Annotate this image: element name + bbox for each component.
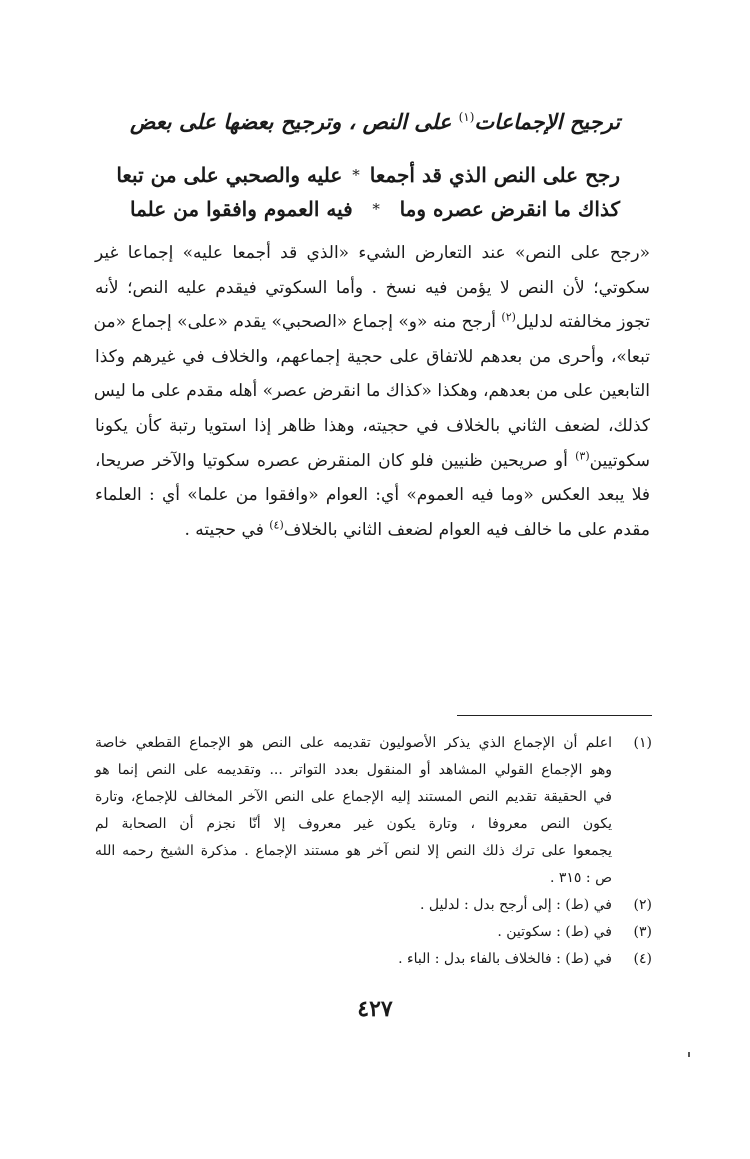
footnote-ref: (٤) [269, 518, 284, 532]
scan-mark [688, 1052, 690, 1057]
verse-hemistich-right: رجح على النص الذي قد أجمعا [369, 163, 620, 187]
verse-separator: * [352, 166, 360, 184]
page-number: ٤٢٧ [357, 996, 393, 1022]
verse-hemistich-left: عليه والصحبي على من تبعا [116, 163, 343, 187]
footnote [95, 892, 652, 919]
footnote-line: في (ط) : إلى أرجح بدل : لدليل . [419, 897, 612, 913]
chapter-title-text: ترجيح الإجماعات [474, 109, 621, 134]
verse-line-1 [116, 158, 620, 192]
commentary-line: «رجح على النص» عند التعارض الشيء «الذي قد أجمعا عليه» إجماعا غير [95, 243, 650, 263]
footnote-line: ص : ٣١٥ . [549, 870, 612, 886]
footnote-line: في (ط) : فالخلاف بالفاء بدل : الباء . [398, 951, 612, 967]
footnote-ref: (٢) [501, 310, 516, 324]
footnote-line: في الحقيقة تقديم النص المستند إليه الإجماع على النص الآخر المخالف للإجماع، وتارة [95, 789, 612, 805]
footnote-number: (٢) [633, 897, 652, 913]
footnote-number: (٤) [633, 951, 652, 967]
footnote-text [95, 946, 612, 973]
chapter-title [90, 100, 660, 139]
commentary-line: تجوز مخالفته لدليل$^{(٢)}$ أرجح منه «و» إجماع «الصحبي» يقدم «على» إجماع «من [93, 310, 650, 333]
footnote-text [95, 892, 612, 919]
chapter-title-text-cont: على النص ، وترجيح بعضها على بعض [129, 109, 459, 134]
verse-hemistich-left: فيه العموم وافقوا من علما [130, 197, 353, 221]
footnote-line: يجمعوا على ترك ذلك النص إلا لنص آخر هو مستند الإجماع . مذكرة الشيخ رحمه الله [95, 843, 612, 859]
footnote [95, 730, 652, 892]
footnote-line: اعلم أن الإجماع الذي يذكر الأصوليون تقديمه على النص هو الإجماع القطعي خاصة [95, 735, 612, 751]
commentary-text [95, 236, 650, 547]
footnote [95, 946, 652, 973]
commentary-line: سكوتيين$^{(٣)}$ أو صريحين ظنيين فلو كان المنقرض عصره سكوتيا والآخر صريحا، [95, 448, 650, 471]
verse-line-2 [130, 192, 620, 226]
footnotes-section [95, 730, 652, 973]
footnote [95, 919, 652, 946]
commentary-line: تبعا»، وأحرى من بعدهم للاتفاق على حجية إجماعهم، والخلاف في غيرهم وكذا [95, 346, 650, 367]
chapter-title-footnote-ref: (١) [458, 110, 475, 124]
commentary-line: مقدم على ما خالف فيه العوام لضعف الثاني بالخلاف$^{(٤)}$ في حجيته . [184, 518, 650, 540]
verse-hemistich-right: كذاك ما انقرض عصره وما [399, 197, 620, 221]
commentary-line: كذلك، لضعف الثاني بالخلاف في حجيته، وهذا ظاهر إذا استويا رتبة كأن يكونا [95, 415, 650, 436]
verse-separator: * [372, 200, 380, 218]
footnote-line: في (ط) : سكوتين . [497, 924, 612, 940]
footnote-line: يكون النص معروفا ، وتارة يكون غير معروف إلا أنّا نجزم أن الصحابة لم [95, 816, 612, 832]
footnote-text [95, 919, 612, 946]
footnote-number: (٣) [633, 924, 652, 940]
footnote-number: (١) [633, 735, 652, 751]
commentary-line: سكوتي؛ لأن النص لا يؤمن فيه نسخ . وأما السكوتي فيقدم عليه النص؛ لأنه [95, 277, 650, 298]
commentary-line: فلا يبعد العكس «وما فيه العموم» أي: العوام «وافقوا من علما» أي : العلماء [95, 485, 650, 506]
footnote-text [95, 730, 612, 892]
footnote-ref: (٣) [575, 448, 590, 462]
footnote-divider [457, 715, 652, 716]
commentary-line: التابعين على من بعدهم، وهكذا «كذاك ما انقرض عصر» أهله مقدم على ما ليس [93, 381, 650, 402]
footnote-line: وهو الإجماع القولي المشاهد أو المنقول بعدد التواتر ... وتقديمه على النص إنما هو [95, 762, 612, 778]
